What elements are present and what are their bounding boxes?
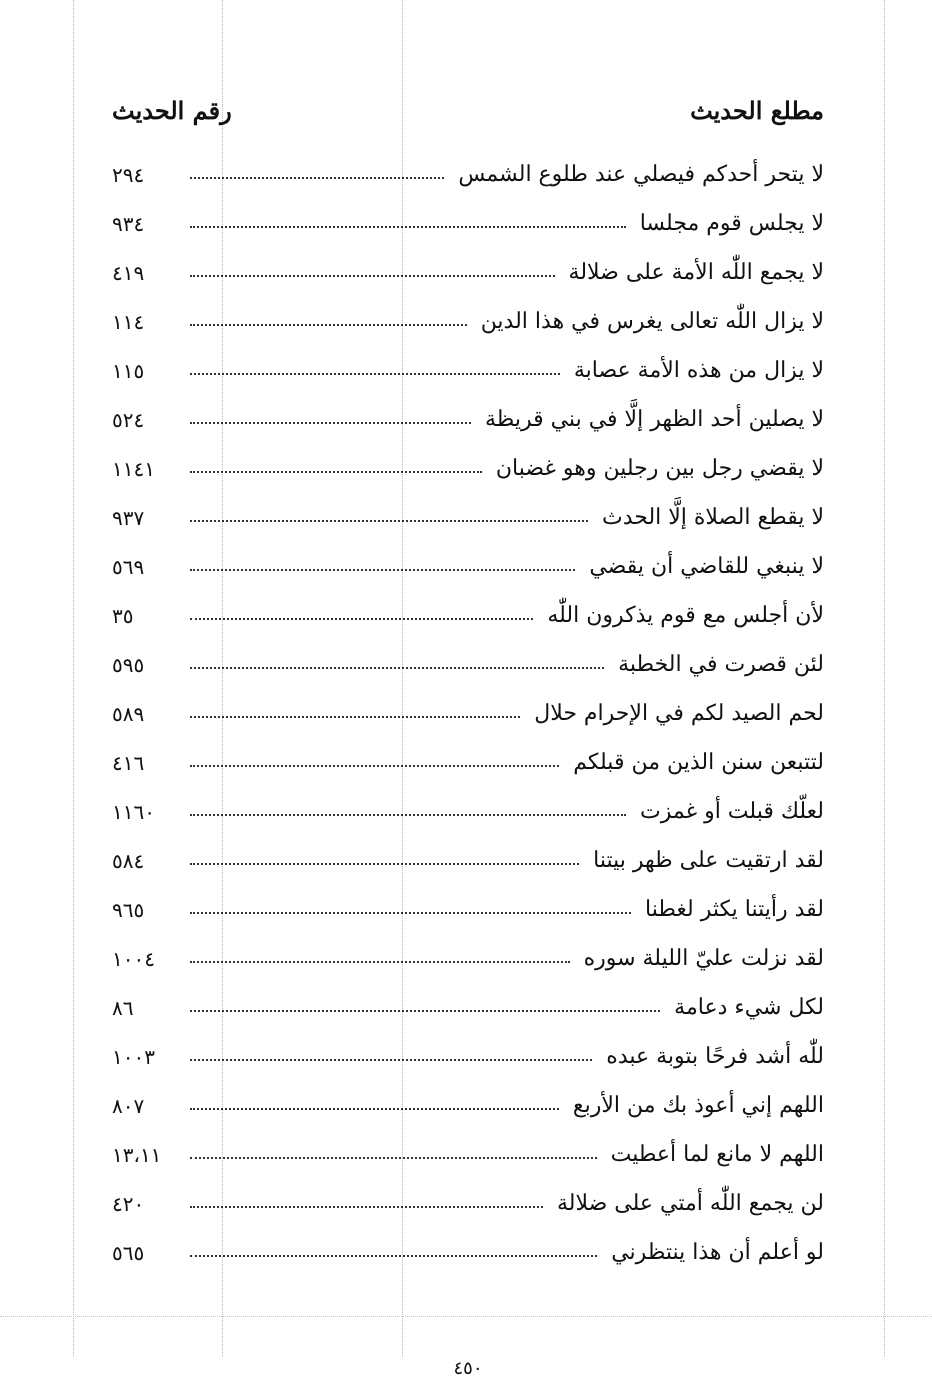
leader-dots <box>190 373 560 375</box>
hadith-number: ١١٤ <box>112 310 145 334</box>
hadith-start-text: لقد ارتقيت على ظهر بيتنا <box>593 848 824 873</box>
hadith-start-heading: مطلع الحديث <box>690 95 824 125</box>
hadith-number: ٤٢٠ <box>112 1192 145 1216</box>
index-row <box>112 922 824 971</box>
index-row <box>112 1216 824 1265</box>
hadith-start-text: لئن قصرت في الخطبة <box>618 652 824 677</box>
hadith-number: ٤١٦ <box>112 751 145 775</box>
hadith-start-text: لعلّك قبلت أو غمزت <box>640 799 824 824</box>
leader-dots <box>190 618 533 620</box>
leader-dots <box>190 1059 592 1061</box>
leader-dots <box>190 961 570 963</box>
hadith-number: ١٣،١١ <box>112 1143 162 1167</box>
leader-dots <box>190 226 626 228</box>
hadith-start-text: لكل شيء دعامة <box>674 995 824 1020</box>
hadith-start-text: لتتبعن سنن الذين من قبلكم <box>573 750 824 775</box>
index-row <box>112 236 824 285</box>
index-row <box>112 530 824 579</box>
leader-dots <box>190 1010 660 1012</box>
leader-dots <box>190 1108 559 1110</box>
hadith-number-heading: رقم الحديث <box>112 95 232 125</box>
index-row <box>112 873 824 922</box>
hadith-start-text: لا يقطع الصلاة إلَّا الحدث <box>601 505 824 530</box>
leader-dots <box>190 324 467 326</box>
leader-dots <box>190 814 626 816</box>
index-row <box>112 285 824 334</box>
scan-guide-line <box>884 0 885 1357</box>
leader-dots <box>190 177 444 179</box>
index-row <box>112 1167 824 1216</box>
hadith-start-text: لأن أجلس مع قوم يذكرون اللّٰه <box>547 603 824 628</box>
index-row <box>112 579 824 628</box>
leader-dots <box>190 863 579 865</box>
index-page <box>112 90 824 1379</box>
hadith-start-text: لا يزال اللّٰه تعالى يغرس في هذا الدين <box>480 309 824 334</box>
index-row <box>112 1020 824 1069</box>
hadith-start-text: لو أعلم أن هذا ينتظرني <box>611 1240 824 1265</box>
hadith-number: ٥٢٤ <box>112 408 145 432</box>
hadith-start-text: اللهم لا مانع لما أعطيت <box>610 1142 824 1167</box>
hadith-number: ٥٦٥ <box>112 1241 145 1265</box>
hadith-number: ١٠٠٣ <box>112 1045 155 1069</box>
hadith-number: ٢٩٤ <box>112 163 145 187</box>
hadith-number: ٥٨٤ <box>112 849 145 873</box>
leader-dots <box>190 765 559 767</box>
hadith-number: ٨٦ <box>112 996 134 1020</box>
hadith-start-text: لقد نزلت عليّ الليلة سوره <box>583 946 824 971</box>
leader-dots <box>190 520 588 522</box>
index-row <box>112 726 824 775</box>
leader-dots <box>190 716 520 718</box>
index-row <box>112 824 824 873</box>
hadith-start-text: لا يجمع اللّٰه الأمة على ضلالة <box>568 260 824 285</box>
hadith-number: ٣٥ <box>112 604 134 628</box>
hadith-number: ١٠٠٤ <box>112 947 155 971</box>
index-header <box>112 90 824 130</box>
hadith-start-text: لحم الصيد لكم في الإحرام حلال <box>534 701 824 726</box>
hadith-start-text: لا يجلس قوم مجلسا <box>639 211 824 236</box>
index-list <box>112 138 824 1265</box>
leader-dots <box>190 422 471 424</box>
hadith-number: ١١٦٠ <box>112 800 155 824</box>
hadith-start-text: لا ينبغي للقاضي أن يقضي <box>589 554 824 579</box>
leader-dots <box>190 667 604 669</box>
hadith-number: ٤١٩ <box>112 261 145 285</box>
hadith-number: ٩٣٧ <box>112 506 145 530</box>
index-row <box>112 138 824 187</box>
leader-dots <box>190 912 631 914</box>
index-row <box>112 383 824 432</box>
leader-dots <box>190 569 575 571</box>
index-row <box>112 1118 824 1167</box>
index-row <box>112 775 824 824</box>
hadith-start-text: للّٰه أشد فرحًا بتوبة عبده <box>606 1044 824 1069</box>
hadith-number: ١١٤١ <box>112 457 155 481</box>
hadith-number: ١١٥ <box>112 359 145 383</box>
index-row <box>112 481 824 530</box>
index-row <box>112 187 824 236</box>
hadith-number: ٥٨٩ <box>112 702 145 726</box>
page-number: ٤٥٠ <box>453 1358 483 1379</box>
hadith-number: ٩٣٤ <box>112 212 145 236</box>
leader-dots <box>190 1206 543 1208</box>
index-row <box>112 432 824 481</box>
index-row <box>112 628 824 677</box>
hadith-start-text: اللهم إني أعوذ بك من الأربع <box>572 1093 824 1118</box>
hadith-start-text: لا يقضي رجل بين رجلين وهو غضبان <box>495 456 824 481</box>
leader-dots <box>190 1157 597 1159</box>
index-row <box>112 677 824 726</box>
hadith-number: ٥٦٩ <box>112 555 145 579</box>
hadith-start-text: لا يصلين أحد الظهر إلَّا في بني قريظة <box>484 407 824 432</box>
leader-dots <box>190 471 482 473</box>
leader-dots <box>190 1255 597 1257</box>
hadith-number: ٩٦٥ <box>112 898 145 922</box>
leader-dots <box>190 275 555 277</box>
hadith-start-text: لقد رأيتنا يكثر لغطنا <box>645 897 824 922</box>
index-row <box>112 334 824 383</box>
hadith-number: ٨٠٧ <box>112 1094 145 1118</box>
hadith-start-text: لا يتحر أحدكم فيصلي عند طلوع الشمس <box>458 162 824 187</box>
hadith-start-text: لن يجمع اللّٰه أمتي على ضلالة <box>557 1191 824 1216</box>
index-row <box>112 1069 824 1118</box>
hadith-start-text: لا يزال من هذه الأمة عصابة <box>573 358 824 383</box>
index-row <box>112 971 824 1020</box>
scan-guide-line <box>73 0 74 1357</box>
hadith-number: ٥٩٥ <box>112 653 145 677</box>
